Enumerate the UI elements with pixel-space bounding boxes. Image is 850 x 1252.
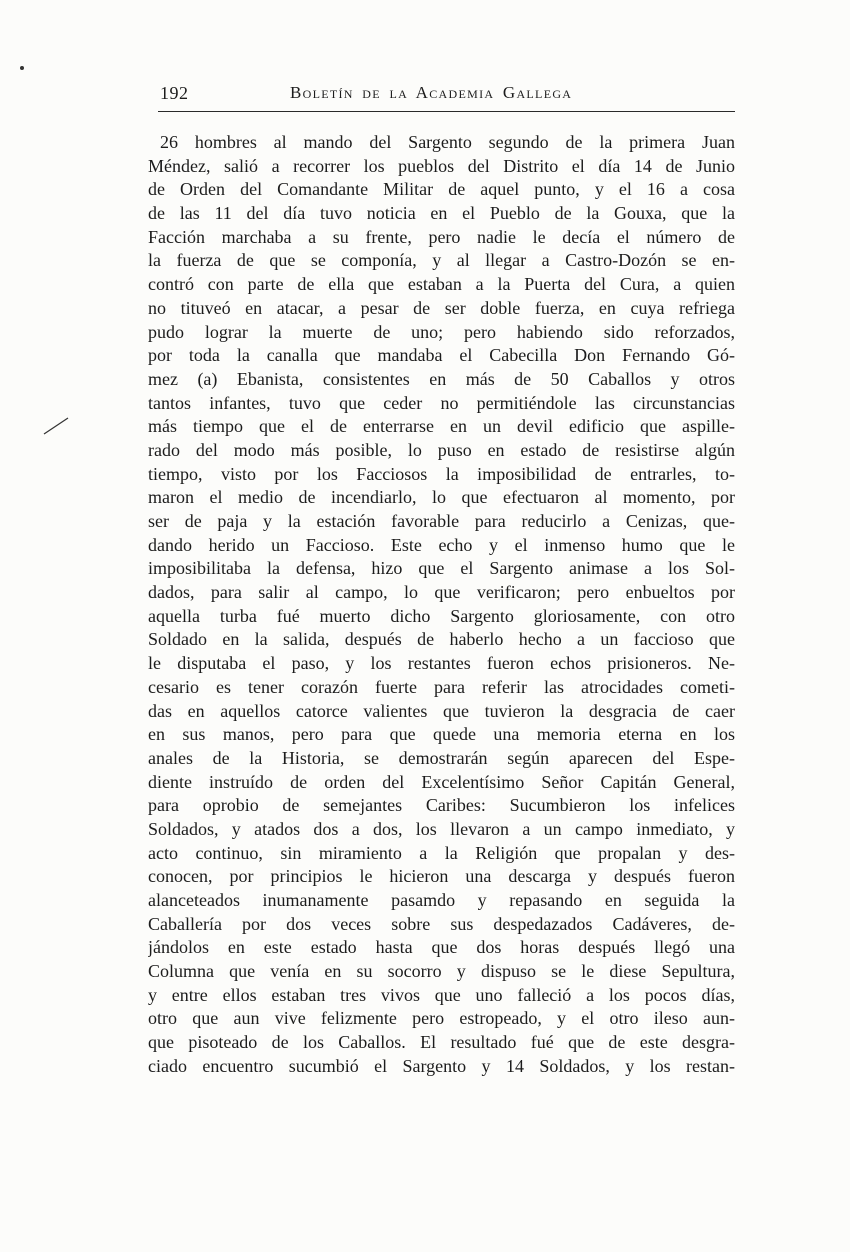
text-line: no tituveó en atacar, a pesar de ser doble fuerza, en cuya refriega xyxy=(148,297,735,318)
body-text xyxy=(148,131,735,1079)
text-line: tantos infantes, tuvo que ceder no permitiéndole las circunstancias xyxy=(148,392,735,413)
text-line: y entre ellos estaban tres vivos que uno falleció a los pocos días, xyxy=(148,984,735,1005)
text-line: diente instruído de orden del Excelentísimo Señor Capitán General, xyxy=(148,771,735,792)
text-line: Columna que venía en su socorro y dispuso se le diese Sepultura, xyxy=(148,961,735,982)
margin-pen-mark xyxy=(42,414,72,436)
text-line: por toda la canalla que mandaba el Cabecilla Don Fernando Gó- xyxy=(148,345,735,366)
text-line: de Orden del Comandante Militar de aquel punto, y el 16 a cosa xyxy=(148,179,735,200)
text-line: en sus manos, pero para que quede una memoria eterna en los xyxy=(148,724,735,745)
text-line: otro que aun vive felizmente pero estropeado, y el otro ileso aun- xyxy=(148,1008,735,1029)
text-line: le disputaba el paso, y los restantes fueron echos prisioneros. Ne- xyxy=(148,653,735,674)
text-line: jándolos en este estado hasta que dos horas después llegó una xyxy=(148,937,735,958)
text-line: anales de la Historia, se demostrarán según aparecen del Espe- xyxy=(148,747,735,768)
text-line: acto continuo, sin miramiento a la Religión que propalan y des- xyxy=(148,842,735,863)
page-number: 192 xyxy=(160,83,189,103)
running-title: Boletín de la Academia Gallega xyxy=(290,83,573,102)
text-line: das en aquellos catorce valientes que tuvieron la desgracia de caer xyxy=(148,700,735,721)
text-line: más tiempo que el de enterrarse en un devil edificio que aspille- xyxy=(148,416,735,437)
text-line: conocen, por principios le hicieron una descarga y después fueron xyxy=(148,866,735,887)
text-line: dando herido un Faccioso. Este echo y el inmenso humo que le xyxy=(148,534,735,555)
text-line: Facción marchaba a su frente, pero nadie le decía el número de xyxy=(148,226,735,247)
text-line: aquella turba fué muerto dicho Sargento gloriosamente, con otro xyxy=(148,605,735,626)
text-line: Caballería por dos veces sobre sus despedazados Cadáveres, de- xyxy=(148,913,735,934)
text-line: la fuerza de que se componía, y al llegar a Castro-Dozón se en- xyxy=(148,250,735,271)
text-line: 26 hombres al mando del Sargento segundo de la primera Juan xyxy=(160,132,735,152)
text-line: ciado encuentro sucumbió el Sargento y 14 Soldados, y los restan- xyxy=(148,1055,735,1076)
text-line: imposibilitaba la defensa, hizo que el Sargento animase a los Sol- xyxy=(148,558,735,579)
text-line: para oprobio de semejantes Caribes: Sucumbieron los infelices xyxy=(148,795,735,816)
text-line: mez (a) Ebanista, consistentes en más de 50 Caballos y otros xyxy=(148,368,735,389)
text-line: que pisoteado de los Caballos. El resultado fué que de este desgra- xyxy=(148,1032,735,1053)
text-line: Soldados, y atados dos a dos, los llevaron a un campo inmediato, y xyxy=(148,818,735,839)
header-rule xyxy=(158,111,735,112)
text-line: ser de paja y la estación favorable para reducirlo a Cenizas, que- xyxy=(148,511,735,531)
text-line: pudo lograr la muerte de uno; pero habiendo sido reforzados, xyxy=(148,321,735,342)
text-line: contró con parte de ella que estaban a la Puerta del Cura, a quien xyxy=(148,274,735,295)
text-line: de las 11 del día tuvo noticia en el Pueblo de la Gouxa, que la xyxy=(148,203,735,224)
text-line: cesario es tener corazón fuerte para referir las atrocidades cometi- xyxy=(148,676,735,697)
scan-speck xyxy=(18,64,26,72)
text-line: dados, para salir al campo, lo que verificaron; pero enbueltos por xyxy=(148,582,735,603)
text-line: tiempo, visto por los Facciosos la imposibilidad de entrarles, to- xyxy=(148,463,735,484)
text-line: rado del modo más posible, lo puso en estado de resistirse algún xyxy=(148,439,735,460)
text-line: alanceteados inumanamente pasamdo y repasando en seguida la xyxy=(148,890,735,910)
text-line: Soldado en la salida, después de haberlo hecho a un faccioso que xyxy=(148,629,735,650)
text-line: Méndez, salió a recorrer los pueblos del Distrito el día 14 de Junio xyxy=(148,155,735,176)
text-line: maron el medio de incendiarlo, lo que efectuaron al momento, por xyxy=(148,487,735,508)
